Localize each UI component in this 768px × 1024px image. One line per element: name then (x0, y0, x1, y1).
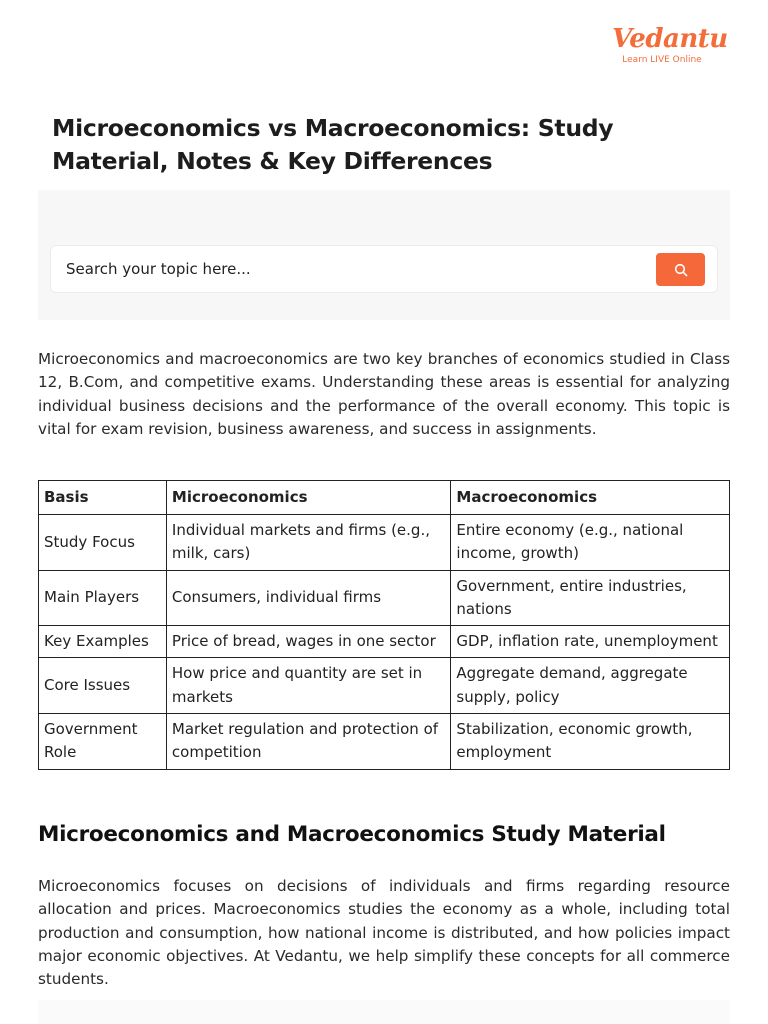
comparison-table (38, 480, 730, 770)
table-cell-basis: Government Role (39, 714, 167, 770)
search-bar (50, 245, 718, 293)
vedantu-logo[interactable] (612, 24, 728, 65)
table-cell-basis: Key Examples (39, 626, 167, 658)
search-icon (674, 263, 688, 277)
table-row (39, 714, 730, 770)
table-row (39, 626, 730, 658)
table-row (39, 658, 730, 714)
header-macroeconomics: Macroeconomics (451, 481, 730, 515)
bottom-fade (38, 1000, 730, 1024)
table-cell-macro: Aggregate demand, aggregate supply, policy (451, 658, 730, 714)
table-cell-micro: Individual markets and firms (e.g., milk, cars) (166, 515, 451, 571)
table-cell-micro: Consumers, individual firms (166, 570, 451, 626)
section-paragraph: Microeconomics focuses on decisions of individuals and firms regarding resource allocation and prices. Macroeconomics studies the economy as a whole, including total production and consumption, how national income is distributed, and how policies impact major economic objectives. At Vedantu, we help simplify these concepts for all commerce students. (38, 877, 730, 989)
table-cell-micro: Market regulation and protection of competition (166, 714, 451, 770)
table-header-row (39, 481, 730, 515)
logo-wordmark: Vedantu (612, 24, 728, 54)
table-cell-basis: Main Players (39, 570, 167, 626)
table-cell-macro: Government, entire industries, nations (451, 570, 730, 626)
header-basis: Basis (39, 481, 167, 515)
table-cell-basis: Study Focus (39, 515, 167, 571)
table-cell-macro: Stabilization, economic growth, employment (451, 714, 730, 770)
table-cell-basis: Core Issues (39, 658, 167, 714)
header-microeconomics: Microeconomics (166, 481, 451, 515)
table-cell-macro: Entire economy (e.g., national income, growth) (451, 515, 730, 571)
page-title: Microeconomics vs Macroeconomics: Study Material, Notes & Key Differences (52, 114, 614, 175)
table-row (39, 515, 730, 571)
table-cell-micro: Price of bread, wages in one sector (166, 626, 451, 658)
search-button[interactable] (656, 253, 705, 286)
intro-paragraph: Microeconomics and macroeconomics are two key branches of economics studied in Class 12, B.Com, and competitive exams. Understanding these areas is essential for analyzing individual business decisions and the performance of the overall economy. This topic is vital for exam revision, business awareness, and success in assignments. (38, 350, 730, 438)
section-heading: Microeconomics and Macroeconomics Study Material (38, 822, 666, 847)
table-row (39, 570, 730, 626)
logo-tagline: Learn LIVE Online (622, 55, 702, 65)
table-cell-macro: GDP, inflation rate, unemployment (451, 626, 730, 658)
table-cell-micro: How price and quantity are set in markets (166, 658, 451, 714)
search-input[interactable] (51, 246, 671, 292)
